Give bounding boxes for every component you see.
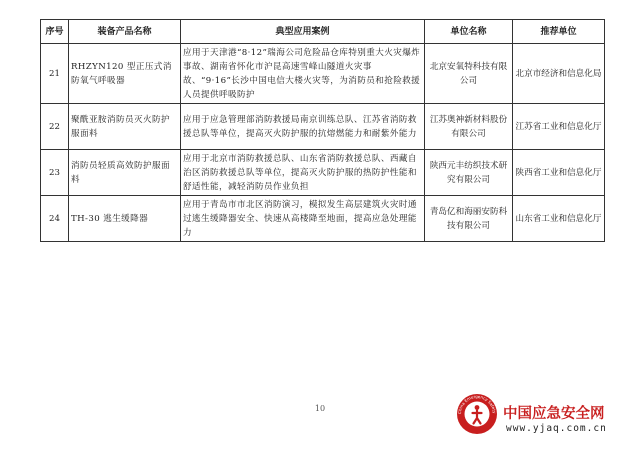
recommender-cell: 北京市经济和信息化局 (513, 44, 605, 104)
product-cell: 聚酰亚胺消防员灭火防护服面料 (69, 104, 181, 150)
header-case: 典型应用案例 (181, 20, 425, 44)
product-cell: 消防员轻质高效防护服面料 (69, 150, 181, 196)
serial-cell: 24 (41, 196, 69, 242)
company-cell: 江苏奥神新材料股份有限公司 (425, 104, 513, 150)
site-url: www.yjaq.com.cn (506, 423, 607, 434)
company-cell: 北京安氧特科技有限公司 (425, 44, 513, 104)
recommender-cell: 山东省工业和信息化厅 (513, 196, 605, 242)
product-cell: RHZYN120 型正压式消防氧气呼吸器 (69, 44, 181, 104)
header-recommender: 推荐单位 (513, 20, 605, 44)
page-number: 10 (314, 404, 326, 413)
company-cell: 青岛亿和海丽安防科技有限公司 (425, 196, 513, 242)
table-row (41, 44, 605, 104)
serial-cell: 23 (41, 150, 69, 196)
table-header-row (41, 20, 605, 44)
serial-cell: 21 (41, 44, 69, 104)
site-name: 中国应急安全网 (503, 406, 605, 422)
logo-ring-text: China Emergency Safety (456, 393, 498, 415)
product-cell: TH-30 逃生缓降器 (69, 196, 181, 242)
header-product: 装备产品名称 (69, 20, 181, 44)
header-serial: 序号 (41, 20, 69, 44)
header-company: 单位名称 (425, 20, 513, 44)
recommender-cell: 江苏省工业和信息化厅 (513, 104, 605, 150)
case-cell: 应用于应急管理部消防救援局南京训练总队、江苏省消防救援总队等单位，提高灭火防护服的抗熔燃能力和耐紫外能力 (181, 104, 425, 150)
serial-cell: 22 (41, 104, 69, 150)
table-row (41, 196, 605, 242)
table-row (41, 104, 605, 150)
case-cell: 应用于北京市消防救援总队、山东省消防救援总队、西藏自治区消防救援总队等单位，提高灭火防护服的热防护性能和舒适性能，减轻消防员作业负担 (181, 150, 425, 196)
table-row (41, 150, 605, 196)
safety-logo-icon (456, 393, 498, 435)
case-cell: 应用于天津港“8·12”瑞海公司危险品仓库特别重大火灾爆炸事故、湖南省怀化市沪昆高速雪峰山隧道火灾事故、“9·16”长沙中国电信大楼火灾等，为消防员和抢险救援人员提供呼吸防护 (181, 44, 425, 104)
company-cell: 陕西元丰纺织技术研究有限公司 (425, 150, 513, 196)
equipment-table (40, 19, 605, 242)
recommender-cell: 陕西省工业和信息化厅 (513, 150, 605, 196)
case-cell: 应用于青岛市市北区消防演习，模拟发生高层建筑火灾时通过逃生缓降器安全、快速从高楼降至地面，提高应急处理能力 (181, 196, 425, 242)
